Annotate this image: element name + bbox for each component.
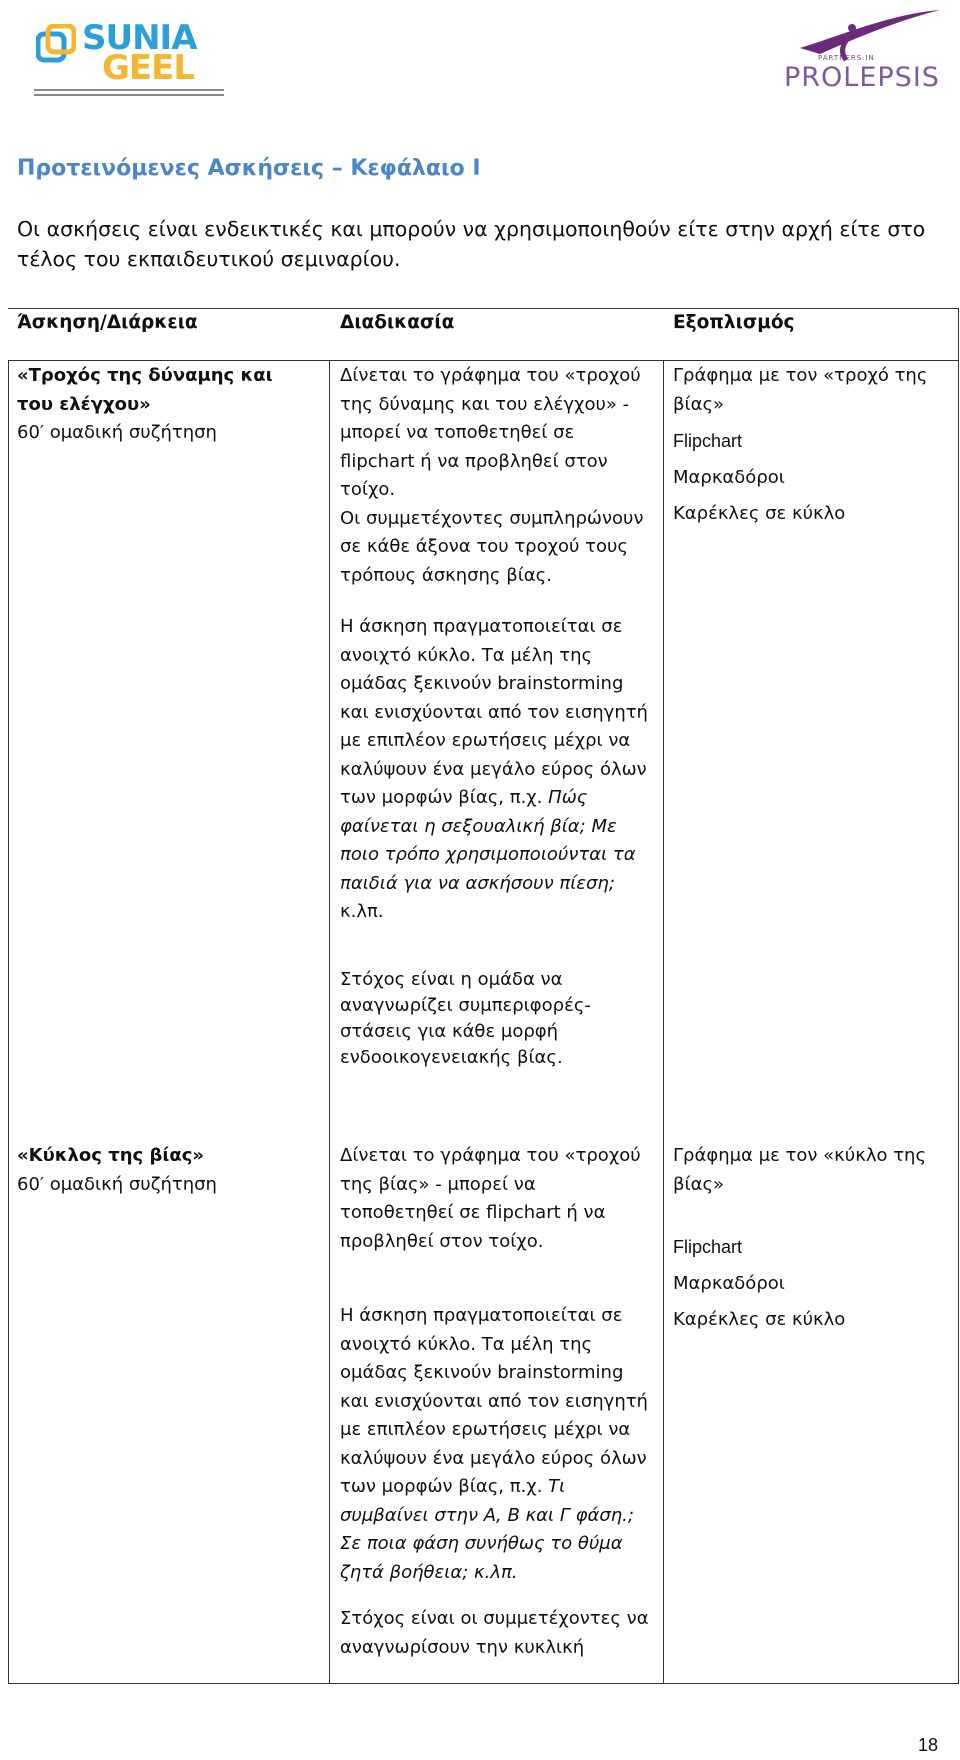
- equipment-cell: [673, 1142, 948, 1335]
- table-header-equipment: Εξοπλισμός: [673, 312, 795, 333]
- procedure-paragraph: [340, 613, 650, 927]
- procedure-goal: Στόχος είναι οι συμμετέχοντες να αναγνωρίσουν την κυκλική: [340, 1608, 649, 1658]
- exercise-duration: 60′ ομαδική συζήτηση: [17, 422, 217, 443]
- exercise-title: «Κύκλος της βίας»: [17, 1145, 205, 1166]
- exercise-title: «Τροχός της δύναμης και του ελέγχου»: [17, 365, 273, 415]
- table-row: [17, 362, 307, 448]
- procedure-text: Η άσκηση πραγματοποιείται σε ανοιχτό κύκλο. Τα μέλη της ομάδας ξεκινούν brainstorming και ενισχύονται από τον εισηγητή με επιπλέον ερωτήσεις μέχρι να καλύψουν ένα μεγάλο εύρος όλων των μορφών βίας, π.χ.: [340, 616, 648, 808]
- intro-paragraph: Οι ασκήσεις είναι ενδεικτικές και μπορούν να χρησιμοποιηθούν είτε στην αρχή είτε στο τέλος του εκπαιδευτικού σεμιναρίου.: [17, 217, 926, 271]
- procedure-paragraph: Δίνεται το γράφημα του «τροχού της βίας» - μπορεί να τοποθετηθεί σε flipchart ή να προβληθεί στον τοίχο.: [340, 1145, 641, 1252]
- logo-fine-print: [34, 86, 224, 100]
- page-title: Προτεινόμενες Ασκήσεις – Κεφάλαιο Ι: [17, 156, 481, 181]
- equipment-item: Καρέκλες σε κύκλο: [673, 1309, 846, 1330]
- procedure-text: Η άσκηση πραγματοποιείται σε ανοιχτό κύκλο. Τα μέλη της ομάδας ξεκινούν brainstorming και ενισχύονται από τον εισηγητή με επιπλέον ερωτήσεις μέχρι να καλύψουν ένα μεγάλο εύρος όλων των μορφών βίας, π.χ.: [340, 1305, 648, 1497]
- page-number: 18: [918, 1735, 939, 1755]
- logo-tagline: PARTNERS IN: [818, 54, 875, 62]
- equipment-item: Μαρκαδόροι: [673, 1272, 785, 1294]
- procedure-text-end: κ.λπ.: [340, 901, 384, 922]
- equipment-item: Γράφημα με τον «κύκλο της βίας»: [673, 1145, 927, 1195]
- equipment-item: Μαρκαδόροι: [673, 466, 785, 488]
- equipment-item: Γράφημα με τον «τροχό της βίας»: [673, 365, 928, 415]
- table-border-left: [8, 360, 9, 1684]
- logo-word-geel: GEEL: [102, 48, 195, 88]
- procedure-example-questions: Πώς φαίνεται η σεξουαλική βία; Με ποιο τρόπο χρησιμοποιούνται τα παιδιά για να ασκήσουν πίεση;: [340, 787, 636, 894]
- prolepsis-logo: [780, 6, 945, 96]
- procedure-paragraph: [340, 1302, 650, 1587]
- exercise-duration: 60′ ομαδική συζήτηση: [17, 1173, 217, 1195]
- table-border-bottom: [8, 1683, 959, 1684]
- equipment-item: Καρέκλες σε κύκλο: [673, 503, 846, 524]
- logo-brand: PROLEPSIS: [784, 62, 940, 93]
- table-row: [17, 1142, 307, 1199]
- table-header-procedure: Διαδικασία: [340, 312, 455, 333]
- equipment-cell: [673, 362, 948, 529]
- procedure-goal: Στόχος είναι η ομάδα να αναγνωρίζει συμπεριφορές-στάσεις για κάθε μορφή ενδοοικογενειακής βίας.: [340, 968, 591, 1068]
- procedure-cell: [340, 1142, 650, 1662]
- procedure-example-questions: Τι συμβαίνει στην Α, Β και Γ φάση.; Σε ποια φάση συνήθως το θύμα ζητά βοήθεια; κ.λπ.: [340, 1476, 634, 1583]
- table-header-divider: [8, 360, 959, 361]
- logo-word-sunia: SUNIA: [82, 18, 197, 58]
- table-border-right: [958, 308, 959, 1684]
- page-header: [0, 0, 960, 100]
- table-col-divider-1: [329, 360, 330, 1684]
- equipment-item: Flipchart: [673, 431, 743, 451]
- logo-mark-icon: [36, 24, 76, 64]
- procedure-paragraph: Δίνεται το γράφημα του «τροχού της δύναμης και του ελέγχου» - μπορεί να τοποθετηθεί σε flipchart ή να προβληθεί στον τοίχο.: [340, 365, 641, 500]
- procedure-cell: [340, 362, 650, 1071]
- table-header-exercise: Άσκηση/Διάρκεια: [17, 312, 198, 333]
- table-col-divider-2: [663, 360, 664, 1684]
- procedure-paragraph: Οι συμμετέχοντες συμπληρώνουν σε κάθε άξονα του τροχού τους τρόπους άσκησης βίας.: [340, 507, 644, 586]
- equipment-item: Flipchart: [673, 1237, 743, 1257]
- sunia-geel-logo: [30, 18, 225, 96]
